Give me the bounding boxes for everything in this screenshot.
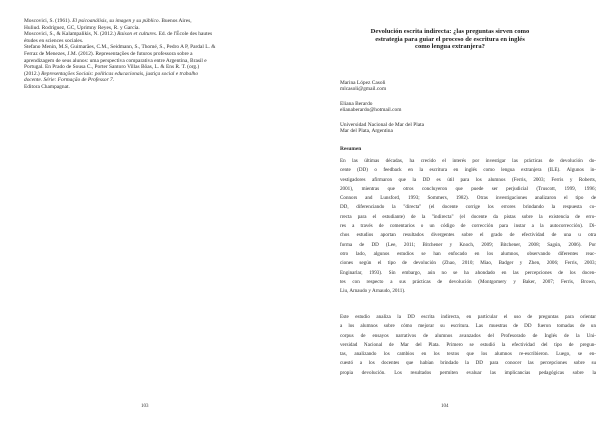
paragraph-line: versidad Nacional de Mar del Plata. Primero se estudió la efectividad del tipo de pregun- xyxy=(340,341,596,348)
reference-text: aprendizagem de seus alunos: uma perspectiva comparativa entre Argentina, Brasil e xyxy=(24,57,207,64)
reference-text: études en sciences sociales. xyxy=(24,37,84,44)
paragraph-line: Liu, Arnaudo y Arnaudo, 2011). xyxy=(340,288,406,295)
author-email: mlcasoli@gmail.com xyxy=(340,86,387,93)
author-2 xyxy=(340,101,401,114)
paragraph-line: tas, analizando los cambios en los textos que los alumnos re-escribieron. Luego, se en- xyxy=(340,351,596,358)
paragraph-line: res a través de comentarios o un código de corrección para instar a la autocorrección). Di- xyxy=(340,223,596,230)
paragraph-line: ciones según el tipo de devolución (Zhao, 2010; Miao, Badger y Zhen, 2006; Ferris, 2003; xyxy=(340,260,596,267)
reference-italic-text: Representações Sociais: políticas educacionais, justiça social e trabalho xyxy=(41,70,199,77)
affiliation-line: Universidad Nacional de Mar del Plata xyxy=(340,122,424,128)
reference-text: Portugal. En Prado de Sousa C., Porter Santoro Villas Bôas, L. & Ens R. T. (org.) xyxy=(24,64,200,71)
paragraph-line: cuestó a los docentes que habían brindado la DD para conocer las percepciones sobre su xyxy=(340,360,596,367)
paragraph-line: forma de DD (Lee, 2011; Bitchener y Knoch, 2009; Bitchener, 2008; Sagún, 2006). Por xyxy=(340,241,596,248)
abstract-paragraph-1 xyxy=(340,157,596,296)
paragraph-line: DD, diferenciando la "directa" (el docente corrige los errores brindando la respuesta co- xyxy=(340,204,596,211)
reference-text: Huliud. Rodríguez, GC, Uprimny Reyes, R. y García. xyxy=(24,24,140,31)
reference-text: (2012.) xyxy=(24,70,42,77)
reference-list xyxy=(24,18,272,91)
reference-text: Stefano Menin, M.S, Guimarães, C.M., Seidmann, S., Thomé, S., Pedro A P, Pardal L. & xyxy=(24,44,216,51)
reference-line xyxy=(24,83,272,91)
author-name: Eliana Berardo xyxy=(340,101,373,107)
reference-entry xyxy=(24,18,272,31)
reference-italic-text: docente. Série: Formação de Professor 7. xyxy=(24,77,115,84)
affiliation xyxy=(340,122,424,135)
reference-line xyxy=(24,18,272,25)
author-1 xyxy=(340,80,386,93)
page-number-left: 103 xyxy=(141,404,149,409)
paragraph-line: corpus de ensayos narrativos de alumnos avanzados del Profesorado de Inglés de la Uni- xyxy=(340,332,596,339)
page-number-right: 104 xyxy=(441,404,449,409)
paragraph-line: otro lado, algunos estudios se han enfocado en los alumnos, observando diferentes reac- xyxy=(340,250,596,257)
author-email: elianaberardo@hotmail.com xyxy=(340,107,402,114)
reference-text: . Ed. de l'École des hautes xyxy=(155,31,213,38)
reference-entry xyxy=(24,31,272,44)
paragraph-line: vestigadores afirmaron que la DD es útil para los alumnos (Ferris, 2003; Ferris y Roberts, xyxy=(340,176,596,183)
reference-line xyxy=(24,44,272,51)
reference-italic-text: Raison et cultures xyxy=(117,31,156,38)
paragraph-line: cente (DD) o feedback en la escritura en inglés como lengua extranjera (ILE). Algunos in- xyxy=(340,167,596,174)
reference-line xyxy=(24,77,272,84)
paragraph-line: Connors and Lunsford, 1993; Sommers, 1982). Otras investigaciones analizaron el tipo de xyxy=(340,195,596,202)
reference-line xyxy=(24,50,272,58)
paragraph-line: propia devolución. Los resultados permiten evaluar las implicancias pedagógicas sobre la xyxy=(340,369,596,376)
right-page xyxy=(300,0,600,424)
paragraph-line: Enginarlar, 1993). Sin embargo, aún no se ha ahondado en las percepciones de los docen- xyxy=(340,269,596,276)
reference-italic-text: El psicoanálisis, su imagen y su público xyxy=(72,18,159,24)
reference-entry xyxy=(24,44,272,90)
reference-text: Ferraz de Menezes, J.M. (2012). Representações de futuros professora sobre a xyxy=(24,50,193,57)
author-name: Marina López Casoli xyxy=(340,80,386,86)
title-line: Devolución escrita indirecta: ¿las preguntas sirven como xyxy=(370,28,530,35)
article-title xyxy=(328,28,572,51)
paragraph-line: a los alumnos sobre cómo mejorar su escritura. Las muestras de DD fueron tomadas de un xyxy=(340,323,596,330)
abstract-paragraph-2 xyxy=(340,313,596,378)
paragraph-line: chos estudios aportan resultados divergentes sobre el grado de efectividad de una u otra xyxy=(340,232,596,239)
reference-text: Editora Champagnat. xyxy=(24,83,70,90)
title-line: estrategia para guiar el proceso de escritura en inglés xyxy=(375,35,525,43)
reference-text: Moscovici, S. (1961). xyxy=(24,18,73,24)
title-line: como lengua extranjera? xyxy=(415,43,485,51)
paragraph-line: rrecta para el estudiante) de la "indirecta" (el docente da pistas sobre la existencia de erro- xyxy=(340,213,596,220)
abstract-heading: Resumen xyxy=(340,146,362,152)
reference-text: Moscovici, S., & Kalampalikis, N. (2012.) xyxy=(24,31,118,38)
reference-text: . Buenos Aires, xyxy=(158,18,192,24)
paragraph-line: tes con respecto a sus prácticas de devolución (Montgomery y Baker, 2007; Ferris, Brown, xyxy=(340,278,596,285)
paragraph-line: Este estudio analiza la DD escrita indirecta, en particular el uso de preguntas para orientar xyxy=(340,314,596,320)
paragraph-line: En las últimas décadas, ha crecido el interés por investigar las prácticas de devolución do- xyxy=(340,158,596,164)
affiliation-line: Mar del Plata, Argentina xyxy=(340,128,393,135)
reference-line xyxy=(24,31,272,38)
paragraph-line: 2001), mientras que otros concluyeron que puede ser perjudicial (Truscott, 1999, 1996; xyxy=(340,185,596,192)
reference-line xyxy=(24,64,272,71)
